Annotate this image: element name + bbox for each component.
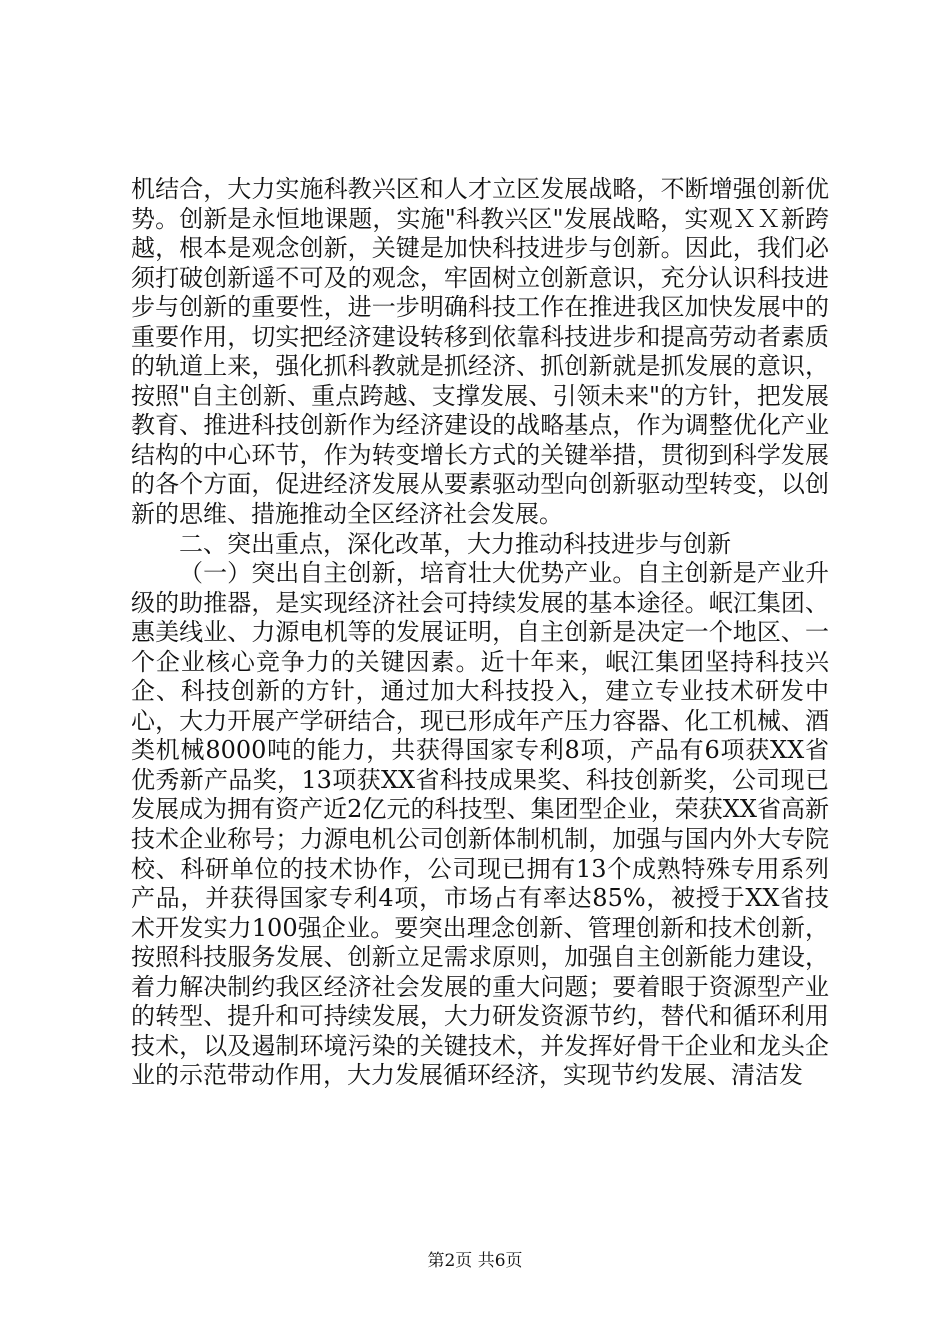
document-body	[131, 175, 829, 1091]
page-footer: 第2页 共6页	[427, 1251, 523, 1271]
paragraph-subsection-1: （一）突出自主创新，培育壮大优势产业。自主创新是产业升级的助推器，是实现经济社会可持续发展的基本途径。岷江集团、惠美线业、力源电机等的发展证明，自主创新是决定一个地区、一个企业核心竞争力的关键因素。近十年来，岷江集团坚持科技兴企、科技创新的方针，通过加大科技投入，建立专业技术研发中心，大力开展产学研结合，现已形成年产压力容器、化工机械、酒类机械8000吨的能力，共获得国家专利8项，产品有6项获XX省优秀新产品奖，13项获XX省科技成果奖、科技创新奖，公司现已发展成为拥有资产近2亿元的科技型、集团型企业，荣获XX省高新技术企业称号；力源电机公司创新体制机制，加强与国内外大专院校、科研单位的技术协作，公司现已拥有13个成熟特殊专用系列产品，并获得国家专利4项，市场占有率达85%，被授于XX省技术开发实力100强企业。要突出理念创新、管理创新和技术创新，按照科技服务发展、创新立足需求原则，加强自主创新能力建设，着力解决制约我区经济社会发展的重大问题；要着眼于资源型产业的转型、提升和可持续发展，大力研发资源节约，替代和循环利用技术，以及遏制环境污染的关键技术，并发挥好骨干企业和龙头企业的示范带动作用，大力发展循环经济，实现节约发展、清洁发	[131, 559, 829, 1090]
paragraph-continuation: 机结合，大力实施科教兴区和人才立区发展战略，不断增强创新优势。创新是永恒地课题，实施"科教兴区"发展战略，实观ＸＸ新跨越，根本是观念创新，关键是加快科技进步与创新。因此，我们必须打破创新遥不可及的观念，牢固树立创新意识，充分认识科技进步与创新的重要性，进一步明确科技工作在推进我区加快发展中的重要作用，切实把经济建设转移到依靠科技进步和提高劳动者素质的轨道上来，强化抓科教就是抓经济、抓创新就是抓发展的意识，按照"自主创新、重点跨越、支撑发展、引领未来"的方针，把发展教育、推进科技创新作为经济建设的战略基点，作为调整优化产业结构的中心环节，作为转变增长方式的关键举措，贯彻到科学发展的各个方面，促进经济发展从要素驱动型向创新驱动型转变，以创新的思维、措施推动全区经济社会发展。	[131, 175, 829, 529]
section-heading: 二、突出重点，深化改革，大力推动科技进步与创新	[179, 529, 731, 558]
